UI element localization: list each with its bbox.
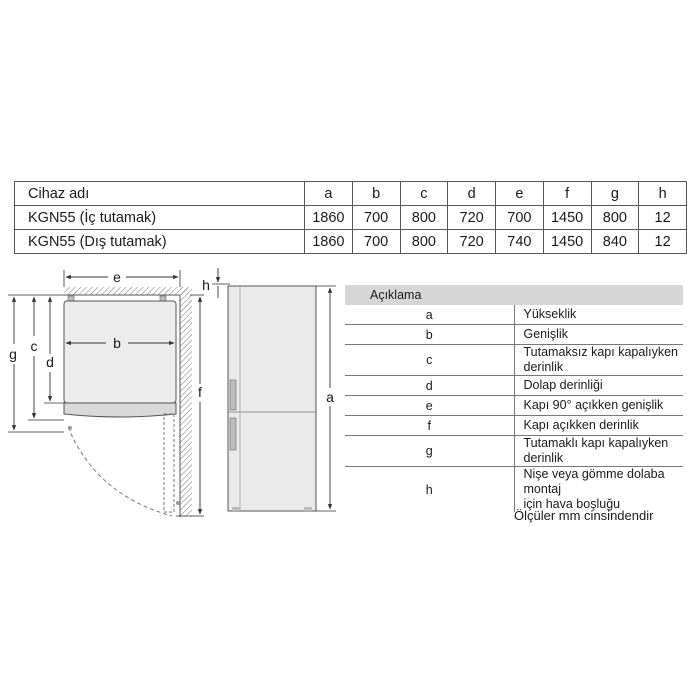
legend-text: Tutamaklı kapı kapalıyken derinlik (514, 436, 683, 467)
legend-title: Açıklama (345, 285, 683, 305)
legend-text: Kapı 90° açıkken genişlik (514, 396, 683, 416)
header-device-name: Cihaz adı (15, 182, 305, 206)
legend-text: Tutamaksız kapı kapalıyken derinlik (514, 345, 683, 376)
cell-g: 840 (591, 230, 639, 254)
cell-b: 700 (352, 206, 400, 230)
legend-key: c (345, 345, 514, 376)
label-d: d (46, 354, 54, 370)
legend-text: Kapı açıkken derinlik (514, 416, 683, 436)
legend-text: Dolap derinliği (514, 376, 683, 396)
rear-wall (64, 287, 188, 295)
label-c: c (30, 338, 38, 354)
header-a: a (305, 182, 353, 206)
door-swing-arc (68, 427, 172, 516)
label-b: b (113, 335, 121, 351)
label-e: e (113, 269, 121, 285)
legend-key: d (345, 376, 514, 396)
legend-text: Yükseklik (514, 305, 683, 325)
cell-f: 1450 (543, 206, 591, 230)
label-h: h (202, 277, 210, 293)
top-view (8, 269, 204, 517)
cabinet-top (64, 301, 176, 403)
door-closed (64, 403, 176, 417)
legend-item (345, 467, 683, 513)
header-h: h (639, 182, 687, 206)
cell-d: 720 (448, 230, 496, 254)
cell-d: 720 (448, 206, 496, 230)
legend-header-row (345, 285, 683, 305)
header-d: d (448, 182, 496, 206)
door-open (164, 414, 174, 512)
cell-b: 700 (352, 230, 400, 254)
legend-item (345, 396, 683, 416)
cell-h: 12 (639, 206, 687, 230)
appliance-body (228, 286, 316, 511)
header-g: g (591, 182, 639, 206)
legend-text: Nişe veya gömme dolaba montaj için hava boşluğu (523, 467, 665, 511)
legend-key: h (345, 467, 514, 513)
legend-item (345, 325, 683, 345)
lower-handle (230, 418, 236, 450)
units-footnote: Ölçüler mm cinsindendir (514, 508, 654, 523)
side-view (202, 268, 336, 511)
cell-e: 740 (496, 230, 544, 254)
cell-device-name: KGN55 (İç tutamak) (15, 206, 305, 230)
cell-c: 800 (400, 230, 448, 254)
legend-item (345, 305, 683, 325)
cell-f: 1450 (543, 230, 591, 254)
header-b: b (352, 182, 400, 206)
header-f: f (543, 182, 591, 206)
cell-device-name: KGN55 (Dış tutamak) (15, 230, 305, 254)
legend-text: Genişlik (514, 325, 683, 345)
cell-h: 12 (639, 230, 687, 254)
legend-item (345, 345, 683, 376)
legend-table (345, 285, 683, 512)
legend-key: b (345, 325, 514, 345)
legend-item (345, 376, 683, 396)
upper-handle (230, 380, 236, 410)
legend-key: a (345, 305, 514, 325)
legend-key: g (345, 436, 514, 467)
legend-item (345, 436, 683, 467)
cell-a: 1860 (305, 230, 353, 254)
cell-g: 800 (591, 206, 639, 230)
legend-key: f (345, 416, 514, 436)
cell-c: 800 (400, 206, 448, 230)
label-f: f (198, 384, 202, 400)
header-c: c (400, 182, 448, 206)
header-e: e (496, 182, 544, 206)
label-a: a (326, 389, 334, 405)
legend-key: e (345, 396, 514, 416)
side-wall (180, 287, 192, 517)
cell-a: 1860 (305, 206, 353, 230)
cell-e: 700 (496, 206, 544, 230)
label-g: g (9, 346, 17, 362)
legend-item (345, 416, 683, 436)
